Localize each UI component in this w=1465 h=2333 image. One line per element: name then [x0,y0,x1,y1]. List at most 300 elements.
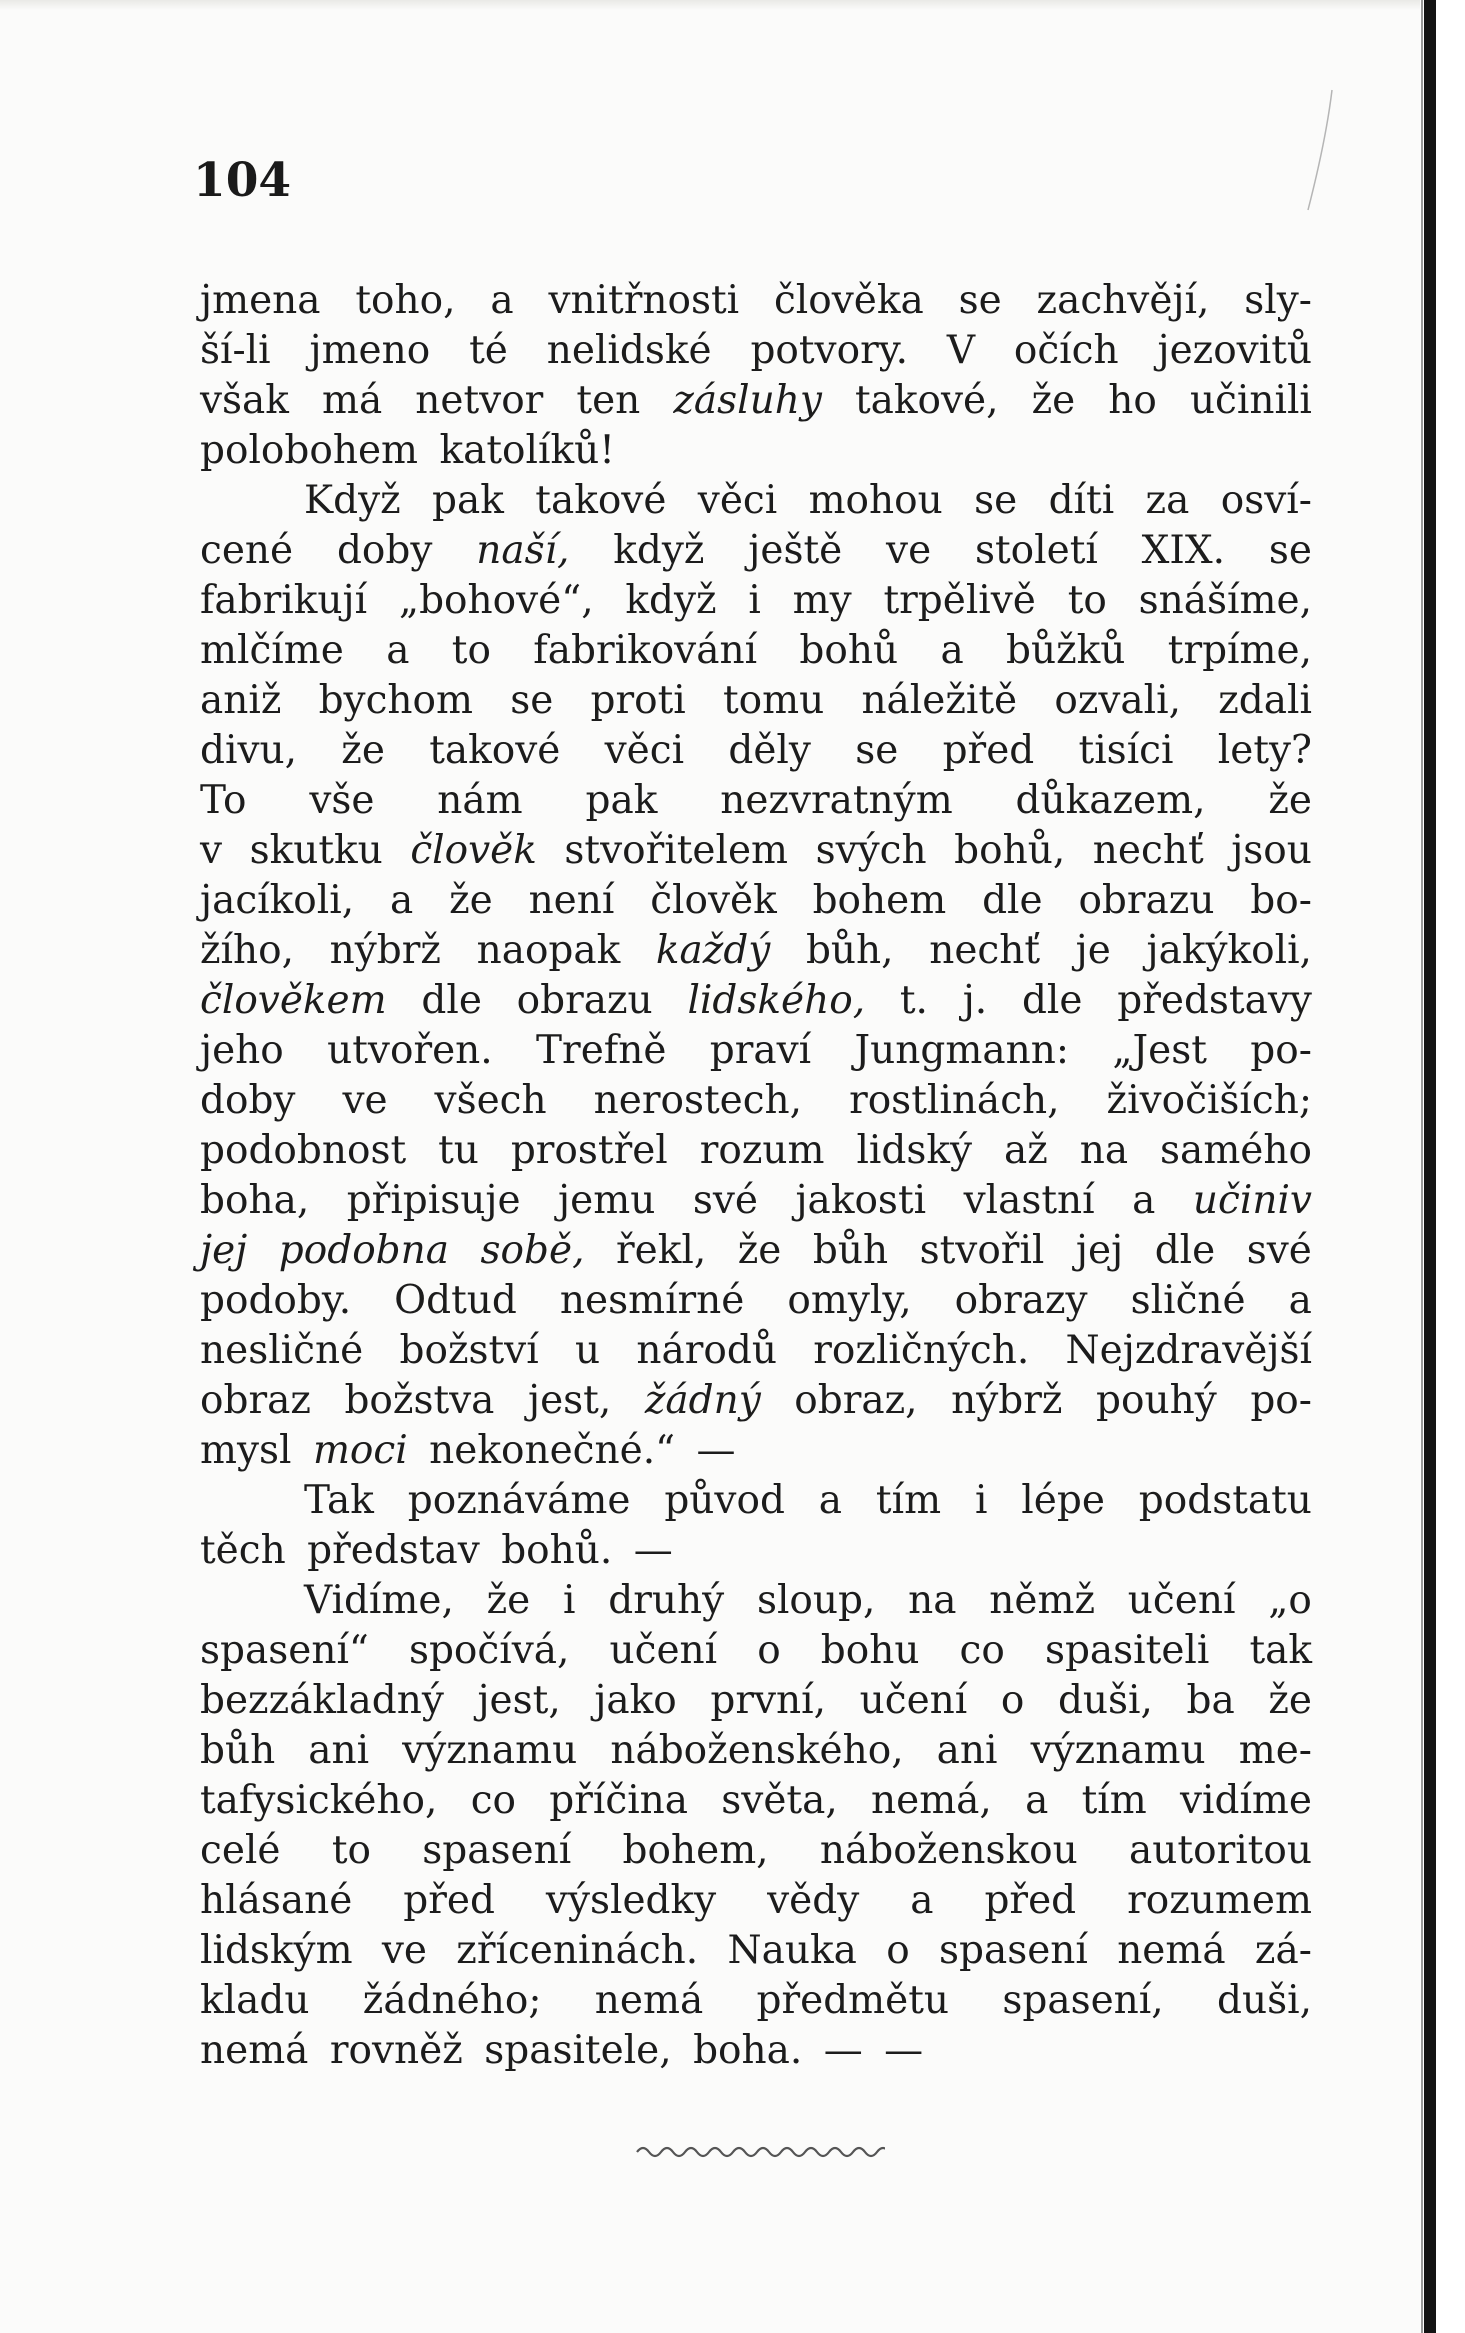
word: tu [438,1128,479,1173]
word: lidským [200,1928,353,1973]
word: není [528,878,615,923]
word: příčina [549,1778,689,1823]
word: nelidské [546,328,712,373]
word: světa, [721,1778,838,1823]
word: nezvratným [720,778,953,823]
word: jako [594,1678,677,1723]
word: jej [200,1228,248,1273]
word: Nauka [727,1928,857,1973]
word: jmeno [309,328,431,373]
word: to [451,628,491,673]
word: důkazem, [1015,778,1206,823]
word: člověka [773,278,924,323]
word: národů [636,1328,777,1373]
word: dle [982,878,1043,923]
word: zříceninách. [456,1928,699,1973]
word: žího, [200,928,295,973]
text-line [200,2026,1312,2076]
word: nýbrž [951,1378,1063,1423]
paragraph [200,276,1312,476]
word: se [958,278,1002,323]
word: rozum [699,1128,825,1173]
word: boha, [200,1178,310,1223]
word: mlčíme [200,628,344,673]
word: děly [728,728,811,773]
wavy-rule-ornament [635,2140,885,2164]
word: původ [664,1478,785,1523]
word: bychom [318,678,474,723]
word: své [1246,1228,1312,1273]
text-line [200,926,1312,976]
text-line [200,1176,1312,1226]
word: se [510,678,554,723]
word: Tak [304,1478,374,1523]
word: i [748,578,761,623]
text-line [200,476,1312,526]
text-line [200,1226,1312,1276]
word: když [613,528,705,573]
word: o [1000,1678,1025,1723]
word: člověk [410,828,537,873]
word: sobě, [480,1228,585,1273]
word: že [449,878,493,923]
word: sloup, [756,1578,876,1623]
word: je [1075,928,1111,973]
word: Trefně [536,1028,667,1073]
word: nám [437,778,523,823]
word: bůžků [1006,628,1126,673]
word: Nejzdravější [1065,1328,1312,1373]
word: ozvali, [1054,678,1181,723]
word: náležitě [861,678,1018,723]
word: se [974,478,1018,523]
word: spasení“ [200,1628,369,1673]
word: rozličných. [813,1328,1030,1373]
word: zachvějí, [1036,278,1210,323]
word: spasiteli [1044,1628,1210,1673]
word: toho, [355,278,456,323]
word: řekl, [615,1228,707,1273]
word: dle [1154,1228,1216,1273]
word: t. [899,978,928,1023]
word: zásluhy [673,378,822,423]
word: sly- [1244,278,1312,323]
paragraph [200,476,1312,1476]
word: o [757,1628,781,1673]
word: boha. [693,2028,803,2073]
text-line [200,1676,1312,1726]
word: nesmírné [559,1278,745,1323]
word: nýbrž [329,928,441,973]
word: až [1003,1128,1048,1173]
word: jest, [527,1378,612,1423]
word: tafysického, [200,1778,438,1823]
word: žádného; [362,1978,542,2023]
word: se [855,728,899,773]
word: po- [1250,1378,1312,1423]
word: má [322,378,383,423]
word: božství [399,1328,539,1373]
word: očích [1013,328,1119,373]
text-line [200,526,1312,576]
word: proti [590,678,686,723]
word: aniž [200,678,282,723]
word: obraz [200,1378,311,1423]
word: jemu [558,1178,656,1223]
word: učení [1127,1578,1236,1623]
word: živočiších; [1106,1078,1312,1123]
word: cené [200,528,294,573]
text-line [200,576,1312,626]
word: obrazu [516,978,653,1023]
word: díti [1048,478,1115,523]
word: nemá, [871,1778,992,1823]
text-line [200,326,1312,376]
word: a [940,628,964,673]
word: za [1145,478,1190,523]
word: té [469,328,508,373]
word: „bohové“, [398,578,594,623]
word: obrazu [1078,878,1215,923]
word: němž [989,1578,1096,1623]
word: naší, [476,528,570,573]
word: božstva [344,1378,495,1423]
word: když [625,578,717,623]
word: moci [312,1428,408,1473]
word: na [1079,1128,1129,1173]
word: vnitřnosti [548,278,740,323]
word: divu, [200,728,297,773]
text-line [200,1826,1312,1876]
word: podobnost [200,1128,407,1173]
page-number: 104 [193,153,292,208]
word: ba [1186,1678,1235,1723]
text-line [200,1376,1312,1426]
word: náboženskou [819,1828,1078,1873]
word: bohů, [954,828,1066,873]
word: že [341,728,385,773]
word: my [792,578,852,623]
word: bezzákladný [200,1678,444,1723]
scan-smudge [1298,80,1338,220]
word: trpělivě [883,578,1036,623]
text-line [200,826,1312,876]
word: bo- [1250,878,1312,923]
word: a [386,628,410,673]
word: ve [381,1928,427,1973]
word: podstatu [1138,1478,1312,1523]
word: a [818,1478,843,1523]
word: hlásané [200,1878,353,1923]
word: duši, [1057,1678,1153,1723]
word: svých [815,828,927,873]
word: mysl [200,1428,292,1473]
word: spasitele, [484,2028,672,2073]
word: nemá [200,2028,309,2073]
word: trpíme, [1167,628,1312,673]
word: takové [429,728,561,773]
word: To [200,778,247,823]
word: spasení [422,1828,572,1873]
word: bohů [799,628,899,673]
word: představy [1117,978,1312,1023]
word: lety? [1217,728,1312,773]
word: skutku [249,828,383,873]
word: rostlinách, [849,1078,1060,1123]
page-edge-shadow [1420,0,1465,2333]
word: nechť [1092,828,1204,873]
word: své [692,1178,758,1223]
word: omyly, [787,1278,912,1323]
word: dle [1021,978,1083,1023]
word: V [946,328,975,373]
text-line [200,1926,1312,1976]
word: naopak [476,928,621,973]
word: polobohem [200,428,419,473]
text-line [200,1976,1312,2026]
word: předmětu [756,1978,950,2023]
text-line [200,276,1312,326]
text-line [200,1076,1312,1126]
word: — [633,1528,673,1573]
word: první, [710,1678,827,1723]
text-line [200,376,1312,426]
word: se [1268,528,1312,573]
word: jmena [200,278,321,323]
text-line [200,1776,1312,1826]
word: ho [1108,378,1157,423]
word: Vidíme, [304,1578,454,1623]
word: katolíků! [439,428,615,473]
word: XIX. [1141,528,1226,573]
text-line [200,1026,1312,1076]
word: člověk [650,878,777,923]
word: dle [421,978,482,1023]
word: tak [1249,1628,1312,1673]
word: ší-li [200,328,271,373]
word: představ [307,1528,480,1573]
word: člověkem [200,978,387,1023]
word: fabrikují [200,578,368,623]
word: jest, [477,1678,561,1723]
word: co [470,1778,517,1823]
paragraph [200,1476,1312,1576]
word: bůh [200,1728,276,1773]
word: duši, [1217,1978,1312,2023]
word: žádný [644,1378,761,1423]
word: nerostech, [593,1078,803,1123]
word: v [200,828,223,873]
word: významu [402,1728,578,1773]
word: a [1025,1778,1049,1823]
word: a [490,278,514,323]
word: nemá [594,1978,704,2023]
word: a [1288,1278,1312,1323]
word: — [696,1428,736,1473]
paragraph [200,1576,1312,2076]
word: vidíme [1179,1778,1312,1823]
word: utvořen. [327,1028,493,1073]
word: samého [1160,1128,1312,1173]
text-line [200,1576,1312,1626]
text-line [200,1476,1312,1526]
word: bohů. [501,1528,613,1573]
word: učení [859,1678,968,1723]
word: jakosti [795,1178,927,1223]
word: potvory. [750,328,908,373]
text-line [200,1276,1312,1326]
text-line [200,776,1312,826]
word: takové [535,478,667,523]
word: stvořitelem [564,828,789,873]
word: Když [304,478,401,523]
word: spasení, [1002,1978,1164,2023]
text-line [200,1326,1312,1376]
word: všech [434,1078,547,1123]
word: rovněž [329,2028,463,2073]
word: kladu [200,1978,310,2023]
word: netvor [415,378,544,423]
word: výsledky [545,1878,717,1923]
word: a [1132,1178,1156,1223]
word: že [486,1578,531,1623]
word: Jungmann: [854,1028,1069,1073]
word: jakýkoli, [1146,928,1312,973]
text-line [200,1726,1312,1776]
word: spočívá, [408,1628,570,1673]
word: obraz, [794,1378,918,1423]
word: to [331,1828,371,1873]
word: nechť [929,928,1041,973]
word: před [403,1878,495,1923]
word: poznáváme [407,1478,631,1523]
word: jezovitů [1157,328,1312,373]
word: těch [200,1528,286,1573]
word: připisuje [346,1178,521,1223]
word: ani [308,1728,370,1773]
text-line [200,1626,1312,1676]
word: „o [1268,1578,1312,1623]
word: tomu [722,678,825,723]
word: stvořil [919,1228,1045,1273]
word: vše [309,778,375,823]
word: prostřel [510,1128,668,1173]
word: bohem [812,878,947,923]
word: věci [604,728,685,773]
word: zdali [1218,678,1312,723]
word: Odtud [394,1278,517,1323]
word: — [823,2028,863,2073]
word: mohou [808,478,943,523]
word: bůh [812,1228,889,1273]
word: lépe [1021,1478,1105,1523]
word: i [974,1478,988,1523]
word: o [886,1928,910,1973]
word: praví [709,1028,812,1073]
word: nekonečné.“ [429,1428,676,1473]
word: ve [342,1078,388,1123]
word: — [884,2028,924,2073]
word: že [1268,778,1312,823]
word: rozumem [1127,1878,1312,1923]
text-line [200,876,1312,926]
word: náboženského, [610,1728,904,1773]
word: lidský [856,1128,973,1173]
word: učinili [1189,378,1312,423]
text-line [200,1126,1312,1176]
word: doby [200,1078,296,1123]
word: vlastní [963,1178,1095,1223]
text-line [200,676,1312,726]
word: století [974,528,1098,573]
word: jsou [1231,828,1312,873]
word: fabrikování [533,628,758,673]
word: a [389,878,414,923]
word: bohem, [622,1828,769,1873]
word: však [200,378,289,423]
word: tím [1081,1778,1147,1823]
word: sličné [1130,1278,1246,1323]
word: autoritou [1129,1828,1312,1873]
word: me- [1238,1728,1312,1773]
text-line [200,976,1312,1026]
word: ve [886,528,932,573]
word: na [908,1578,957,1623]
word: ještě [748,528,843,573]
word: vědy [767,1878,860,1923]
word: jej [1075,1228,1124,1273]
text-line [200,1876,1312,1926]
word: před [984,1878,1077,1923]
word: učiniv [1192,1178,1312,1223]
word: zá- [1254,1928,1312,1973]
word: že [1031,378,1076,423]
word: po- [1250,1028,1312,1073]
word: že [1268,1678,1312,1723]
text-line [200,1426,1312,1476]
word: doby [336,528,433,573]
word: i [563,1578,576,1623]
word: jeho [200,1028,284,1073]
body-text [200,276,1312,2076]
word: učení [609,1628,718,1673]
word: podobna [278,1228,450,1273]
word: bohu [820,1628,920,1673]
word: j. [962,978,988,1023]
word: každý [655,928,771,973]
word: ani [936,1728,998,1773]
word: bůh, [805,928,894,973]
word: co [959,1628,1005,1673]
word: podoby. [200,1278,352,1323]
word: celé [200,1828,281,1873]
word: před [942,728,1035,773]
word: a [910,1878,934,1923]
word: ten [576,378,641,423]
word: osví- [1220,478,1312,523]
word: pak [432,478,504,523]
word: nesličné [200,1328,364,1373]
word: to [1067,578,1107,623]
word: u [574,1328,601,1373]
word: snášíme, [1138,578,1312,623]
word: takové, [854,378,999,423]
text-line [200,1526,1312,1576]
word: tisíci [1078,728,1174,773]
word: jacíkoli, [200,878,355,923]
word: nemá [1117,1928,1226,1973]
word: pak [585,778,658,823]
